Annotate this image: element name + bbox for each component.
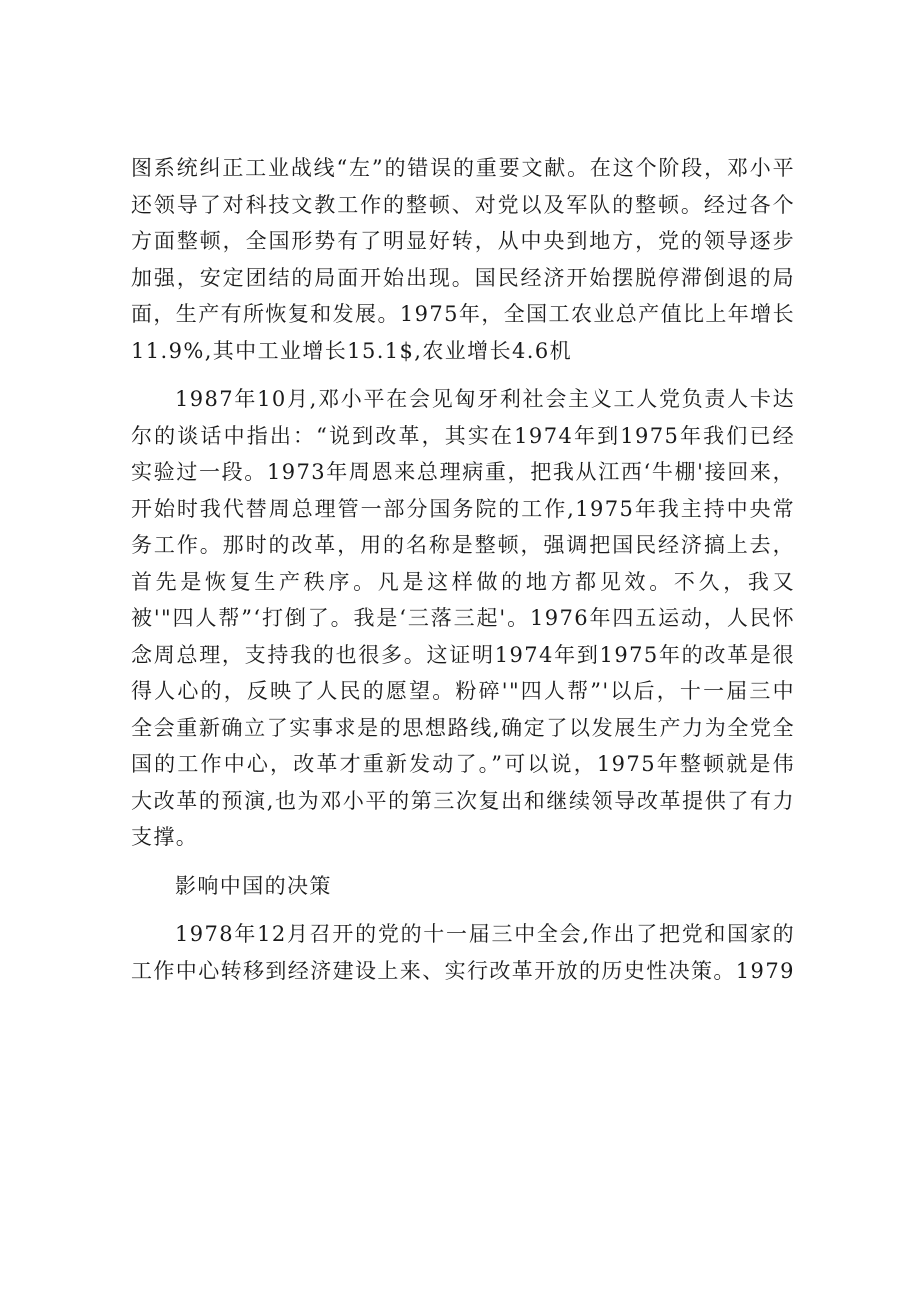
- paragraph-rectification-results: 图系统纠正工业战线“左”的错误的重要文献。在这个阶段，邓小平还领导了对科技文教工作的整顿、对党以及军队的整顿。经过各个方面整顿，全国形势有了明显好转，从中央到地方，党的领导逐步加强，安定团结的局面开始出现。国民经济开始摆脱停滞倒退的局面，生产有所恢复和发展。1975年，全国工农业总产值比上年增长11.9%,其中工业增长15.1$,农业增长4.6机: [131, 156, 795, 363]
- paragraph-third-plenum: 1978年12月召开的党的十一届三中全会,作出了把党和国家的工作中心转移到经济建设上来、实行改革开放的历史性决策。1979: [131, 922, 795, 983]
- document-page: [131, 150, 795, 1001]
- section-heading: 影响中国的决策: [175, 873, 332, 898]
- paragraph-deng-quote: 1987年10月,邓小平在会见匈牙利社会主义工人党负责人卡达尔的谈话中指出：“说到改革，其实在1974年到1975年我们已经实验过一段。1973年周恩来总理病重，把我从江西‘牛棚'接回来，开始时我代替周总理管一部分国务院的工作,1975年我主持中央常务工作。那时的改革，用的名称是整顿，强调把国民经济搞上去，首先是恢复生产秩序。凡是这样做的地方都见效。不久，我又被'"四人帮”‘打倒了。我是‘三落三起'。1976年四五运动，人民怀念周总理，支持我的也很多。这证明1974年到1975年的改革是很得人心的，反映了人民的愿望。粉碎'"四人帮”'以后，十一届三中全会重新确立了实事求是的思想路线,确定了以发展生产力为全党全国的工作中心，改革才重新发动了。”可以说，1975年整顿就是伟大改革的预演,也为邓小平的第三次复出和继续领导改革提供了有力支撑。: [131, 387, 795, 849]
